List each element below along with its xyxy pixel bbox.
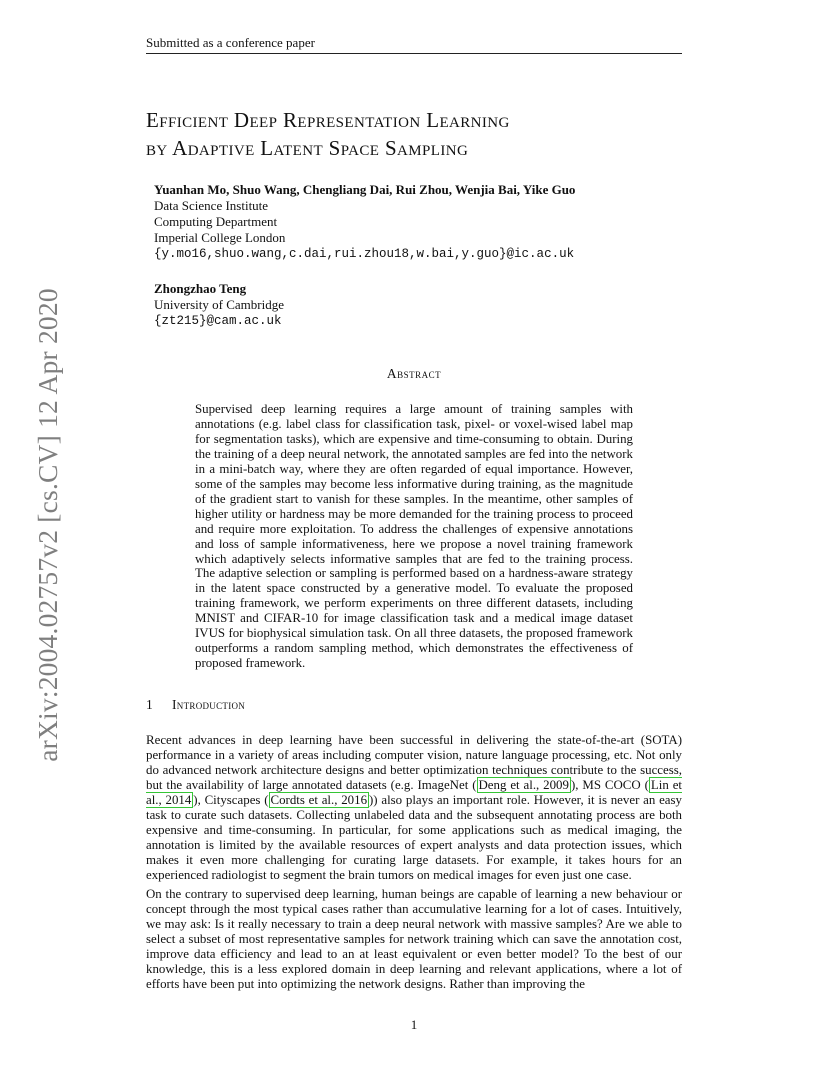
paper-title (146, 106, 706, 162)
section-title: Introduction (172, 697, 246, 712)
title-line-1: Efficient Deep Representation Learning (146, 108, 510, 132)
paragraph-text: )) also plays an important role. However, it is never an easy task to curate such datasets. Collecting unlabeled data and the subsequent annotating process are both expensive and time-consuming. In particular, for some applications such as medical imaging, the annotation is limited by the available resources of expert analysts and data protection issues, which makes it even more challenging for curating large datasets. For example, it takes hours for an experienced radiologist to segment the brain tumors on medical images for even just one case. (146, 792, 682, 882)
author-email: {y.mo16,shuo.wang,c.dai,rui.zhou18,w.bai,y.guo}@ic.ac.uk (154, 247, 575, 261)
author-block-2 (154, 281, 284, 329)
paragraph-text: ), Cityscapes ( (193, 792, 269, 807)
affiliation-line: Data Science Institute (154, 198, 269, 213)
page-number: 1 (410, 1017, 418, 1032)
citation-link[interactable]: Lin et al., 2014 (146, 777, 683, 807)
author-block-1 (154, 182, 575, 262)
running-header: Submitted as a conference paper (146, 35, 682, 54)
author-name: Zhongzhao Teng (154, 281, 247, 296)
paragraph-text: ), MS COCO ( (570, 777, 649, 792)
author-names: Yuanhan Mo, Shuo Wang, Chengliang Dai, Rui Zhou, Wenjia Bai, Yike Guo (154, 182, 576, 197)
citation-link[interactable]: Deng et al., 2009 (478, 777, 569, 792)
arxiv-stamp-text: arXiv:2004.02757v2 [cs.CV] 12 Apr 2020 (32, 288, 63, 762)
affiliation-line: Imperial College London (154, 230, 286, 245)
affiliation-line: University of Cambridge (154, 297, 284, 312)
citation-link[interactable]: Cordts et al., 2016 (270, 792, 368, 807)
intro-paragraph-1 (146, 733, 682, 883)
section-heading (146, 697, 245, 713)
title-line-2: by Adaptive Latent Space Sampling (146, 136, 469, 160)
section-number: 1 (146, 697, 154, 712)
abstract-text: Supervised deep learning requires a large amount of training samples with annotations (e.g. label class for classification task, pixel- or voxel-wised label map for segmentation tasks), which are expensive and time-consuming to obtain. During the training of a deep neural network, the annotated samples are fed into the network in a mini-batch way, where they are often regarded of equal importance. However, some of the samples may become less informative during training, as the magnitude of the gradient start to vanish for these samples. In the meantime, other samples of higher utility or hardness may be more demanded for the training process to proceed and require more exploitation. To address the challenges of expensive annotations and loss of sample informativeness, here we propose a novel training framework which adaptively selects informative samples that are fed to the training process. The adaptive selection or sampling is performed based on a hardness-aware strategy in the latent space constructed by a generative model. To evaluate the proposed training framework, we perform experiments on three different datasets, including MNIST and CIFAR-10 for image classification task and a medical image dataset IVUS for biophysical simulation task. On all three datasets, the proposed framework outperforms a random sampling method, which demonstrates the effectiveness of proposed framework. (195, 402, 633, 671)
intro-paragraph-2: On the contrary to supervised deep learning, human beings are capable of learning a new behaviour or concept through the most typical cases rather than accumulative learning for a lot of cases. Intuitively, we may ask: Is it really necessary to train a deep neural network with massive samples? Are we able to select a subset of most representative samples for network training which can save the annotation cost, improve data efficiency and lead to an at least equivalent or even better model? To the best of our knowledge, this is a less explored domain in deep learning and relevant applications, where a lot of efforts have been put into optimizing the network designs. Rather than improving the (146, 887, 682, 991)
paragraph-text: Recent advances in deep learning have been successful in delivering the state-of-the-art (SOTA) performance in a variety of areas including computer vision, nature language processing, etc. Not only do advanced network architecture designs and better optimization techniques contribute to the success, but the availability of large annotated datasets (e.g. ImageNet ( (146, 733, 682, 792)
affiliation-line: Computing Department (154, 214, 278, 229)
author-email: {zt215}@cam.ac.uk (154, 314, 282, 328)
abstract-heading: Abstract (386, 366, 442, 381)
